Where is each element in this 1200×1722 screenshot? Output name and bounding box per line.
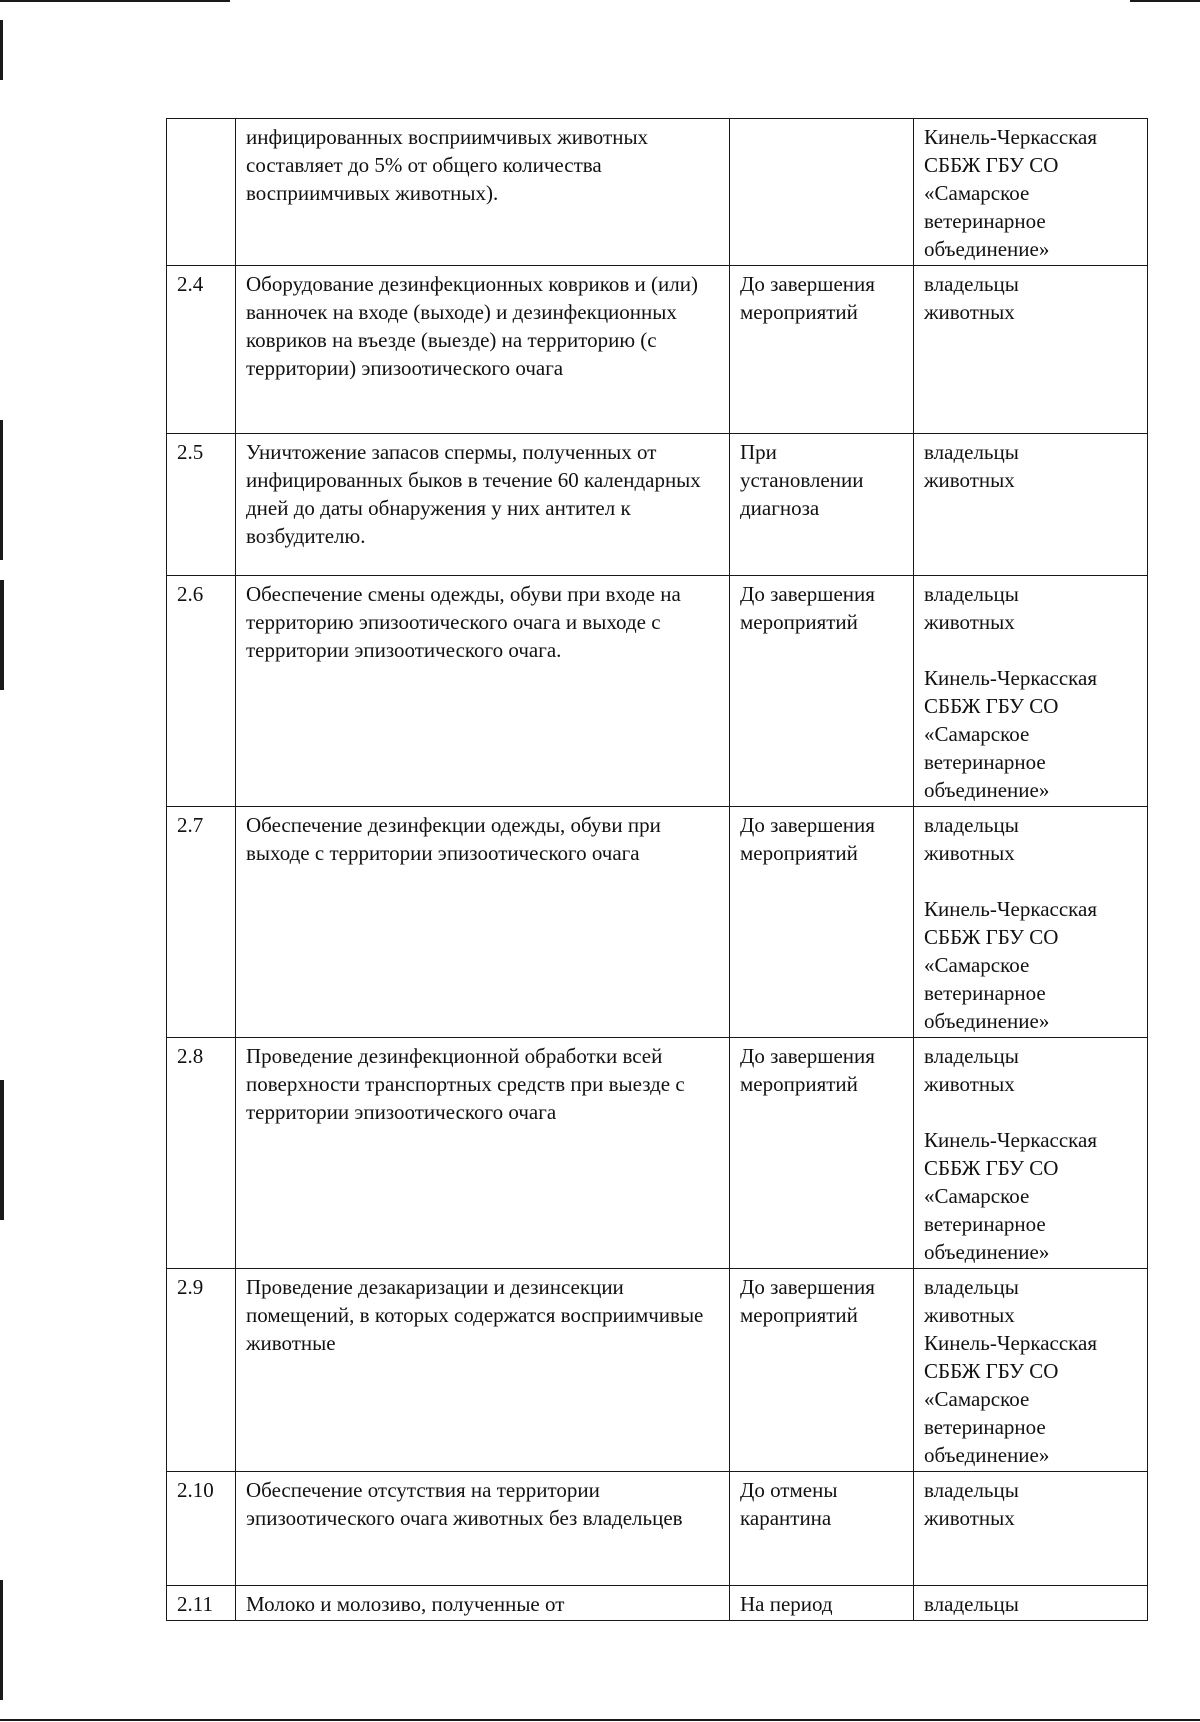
responsible-line: животных: [924, 468, 1015, 492]
row-number-cell: 2.11: [167, 1586, 236, 1621]
term-cell: До завершения мероприятий: [730, 266, 914, 434]
responsible-line: владельцы: [924, 1592, 1019, 1616]
responsible-line: «Самарское: [924, 181, 1030, 205]
responsible-line: ветеринарное: [924, 750, 1046, 774]
responsible-line: ветеринарное: [924, 209, 1046, 233]
table-row: [167, 119, 1148, 266]
table-row: [167, 266, 1148, 434]
measures-table: [166, 118, 1148, 1621]
row-number-cell: 2.4: [167, 266, 236, 434]
row-number-cell: 2.8: [167, 1038, 236, 1269]
scan-bottom-line: [0, 1719, 1200, 1721]
responsible-line: СББЖ ГБУ СО: [924, 1359, 1059, 1383]
term-cell: До завершения мероприятий: [730, 1269, 914, 1472]
term-cell: При установлении диагноза: [730, 434, 914, 576]
responsible-line: Кинель-Черкасская: [924, 666, 1098, 690]
responsible-line: «Самарское: [924, 953, 1030, 977]
responsible-line: Кинель-Черкасская: [924, 1331, 1098, 1355]
responsible-cell: [914, 576, 1148, 807]
scan-left-edge-mark: [0, 20, 3, 80]
responsible-line: объединение»: [924, 1443, 1050, 1467]
responsible-spacer: [924, 867, 1137, 895]
responsible-line: объединение»: [924, 1240, 1050, 1264]
responsible-cell: [914, 434, 1148, 576]
scan-left-edge-mark: [0, 420, 3, 560]
row-number-cell: 2.7: [167, 807, 236, 1038]
action-cell: Обеспечение смены одежды, обуви при входе на территорию эпизоотического очага и выходе с территории эпизоотического очага.: [236, 576, 730, 807]
responsible-spacer: [924, 1098, 1137, 1126]
table-row: [167, 1269, 1148, 1472]
action-cell: Оборудование дезинфекционных ковриков и (или) ванночек на входе (выходе) и дезинфекционных ковриков на въезде (выезде) на территорию (с территории) эпизоотического очага: [236, 266, 730, 434]
term-cell: До отмены карантина: [730, 1472, 914, 1586]
responsible-line: Кинель-Черкасская: [924, 897, 1098, 921]
responsible-line: объединение»: [924, 237, 1050, 261]
table-row: [167, 1586, 1148, 1621]
responsible-line: объединение»: [924, 1009, 1050, 1033]
scan-left-edge-mark: [0, 580, 4, 690]
table-row: [167, 434, 1148, 576]
term-cell: На период: [730, 1586, 914, 1621]
responsible-line: Кинель-Черкасская: [924, 1128, 1098, 1152]
action-cell: Проведение дезакаризации и дезинсекции помещений, в которых содержатся восприимчивые животные: [236, 1269, 730, 1472]
responsible-line: СББЖ ГБУ СО: [924, 925, 1059, 949]
responsible-cell: [914, 266, 1148, 434]
term-cell: До завершения мероприятий: [730, 807, 914, 1038]
responsible-line: Кинель-Черкасская: [924, 125, 1098, 149]
responsible-cell: [914, 1038, 1148, 1269]
responsible-line: владельцы: [924, 1478, 1019, 1502]
responsible-cell: [914, 807, 1148, 1038]
term-cell: До завершения мероприятий: [730, 576, 914, 807]
responsible-line: владельцы: [924, 1044, 1019, 1068]
responsible-cell: [914, 1472, 1148, 1586]
responsible-line: животных: [924, 841, 1015, 865]
responsible-line: ветеринарное: [924, 1212, 1046, 1236]
term-cell: До завершения мероприятий: [730, 1038, 914, 1269]
responsible-cell: [914, 119, 1148, 266]
scan-top-line-left: [0, 0, 230, 2]
action-cell: Уничтожение запасов спермы, полученных от инфицированных быков в течение 60 календарных дней до даты обнаружения у них антител к возбудителю.: [236, 434, 730, 576]
scan-left-edge-mark: [0, 1580, 3, 1700]
responsible-line: животных: [924, 610, 1015, 634]
responsible-cell: [914, 1586, 1148, 1621]
table-row: [167, 1472, 1148, 1586]
scan-top-line-right: [1130, 0, 1200, 2]
responsible-cell: [914, 1269, 1148, 1472]
responsible-line: владельцы: [924, 272, 1019, 296]
responsible-line: ветеринарное: [924, 981, 1046, 1005]
responsible-line: «Самарское: [924, 1387, 1030, 1411]
responsible-line: владельцы: [924, 1275, 1019, 1299]
table-row: [167, 1038, 1148, 1269]
row-number-cell: 2.10: [167, 1472, 236, 1586]
responsible-line: СББЖ ГБУ СО: [924, 1156, 1059, 1180]
responsible-line: СББЖ ГБУ СО: [924, 153, 1059, 177]
action-cell: Проведение дезинфекционной обработки всей поверхности транспортных средств при выезде с территории эпизоотического очага: [236, 1038, 730, 1269]
responsible-line: владельцы: [924, 440, 1019, 464]
responsible-line: животных: [924, 1072, 1015, 1096]
term-cell: [730, 119, 914, 266]
responsible-line: ветеринарное: [924, 1415, 1046, 1439]
responsible-line: владельцы: [924, 813, 1019, 837]
table-row: [167, 807, 1148, 1038]
action-cell: инфицированных восприимчивых животных составляет до 5% от общего количества восприимчивых животных).: [236, 119, 730, 266]
responsible-line: животных: [924, 1303, 1015, 1327]
row-number-cell: 2.6: [167, 576, 236, 807]
row-number-cell: 2.9: [167, 1269, 236, 1472]
responsible-line: «Самарское: [924, 1184, 1030, 1208]
action-cell: Молоко и молозиво, полученные от: [236, 1586, 730, 1621]
responsible-line: животных: [924, 300, 1015, 324]
responsible-line: «Самарское: [924, 722, 1030, 746]
responsible-line: СББЖ ГБУ СО: [924, 694, 1059, 718]
row-number-cell: 2.5: [167, 434, 236, 576]
responsible-spacer: [924, 636, 1137, 664]
responsible-line: животных: [924, 1506, 1015, 1530]
action-cell: Обеспечение дезинфекции одежды, обуви при выходе с территории эпизоотического очага: [236, 807, 730, 1038]
table-row: [167, 576, 1148, 807]
scan-left-edge-mark: [0, 1080, 4, 1220]
action-cell: Обеспечение отсутствия на территории эпизоотического очага животных без владельцев: [236, 1472, 730, 1586]
responsible-line: владельцы: [924, 582, 1019, 606]
row-number-cell: [167, 119, 236, 266]
responsible-line: объединение»: [924, 778, 1050, 802]
